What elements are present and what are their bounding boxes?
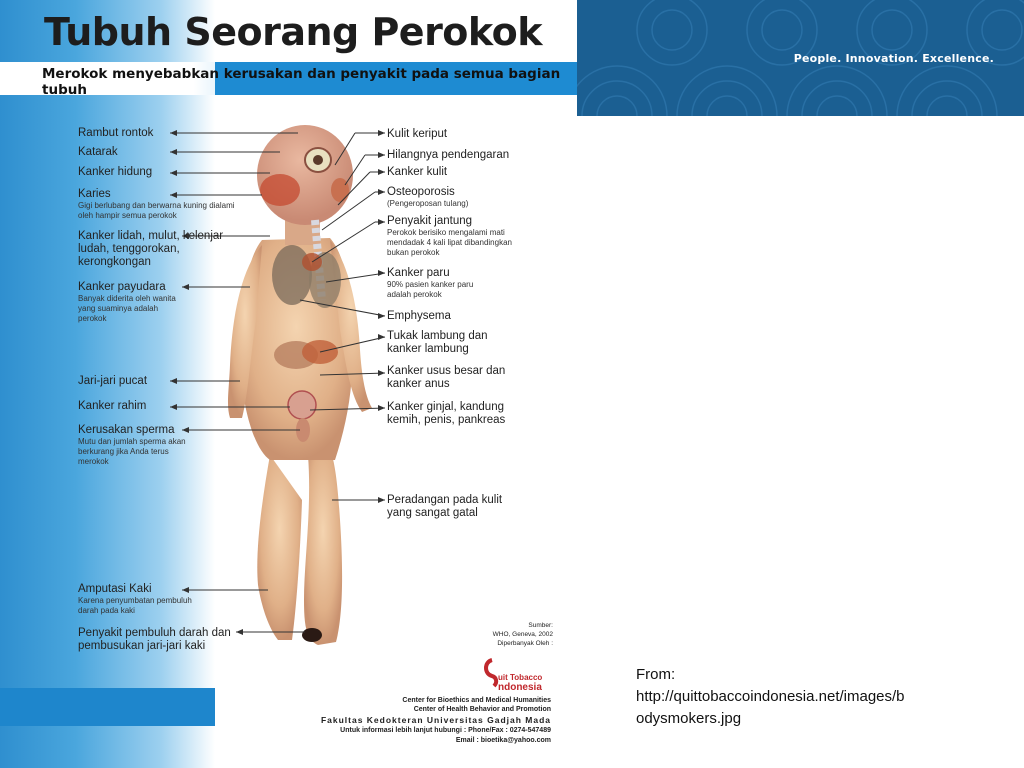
label-kerusakan-sperma: Kerusakan sperma Mutu dan jumlah sperma akan berkurang jika Anda terus merokok <box>78 424 186 467</box>
from-label: From: <box>636 666 676 683</box>
tagline: People. Innovation. Excellence. <box>793 52 994 65</box>
label-kanker-payudara: Kanker payudara Banyak diderita oleh wanita yang suaminya adalah perokok <box>78 281 176 324</box>
label-kanker-usus-besar: Kanker usus besar dan kanker anus <box>387 365 506 391</box>
source-attribution <box>636 664 906 729</box>
label-jari-jari-pucat: Jari-jari pucat <box>78 375 148 387</box>
label-rambut-rontok: Rambut rontok <box>78 127 154 139</box>
svg-text:ndonesia: ndonesia <box>498 682 542 693</box>
source-note: Sumber: WHO, Geneva, 2002 Diperbanyak Oleh : <box>492 622 553 647</box>
label-kanker-kulit: Kanker kulit <box>387 166 448 178</box>
label-penyakit-pembuluh-darah: Penyakit pembuluh darah dan pembusukan jari-jari kaki <box>78 627 231 653</box>
quit-tobacco-indonesia-logo <box>478 654 558 694</box>
label-osteoporosis: Osteoporosis (Pengeroposan tulang) <box>387 186 469 209</box>
label-karies: Karies Gigi berlubang dan berwarna kuning dialami oleh hampir semua perokok <box>78 188 235 221</box>
label-tukak-lambung: Tukak lambung dan kanker lambung <box>387 330 488 356</box>
label-peradangan-kulit: Peradangan pada kulit yang sangat gatal <box>387 494 503 520</box>
label-hilangnya-pendengaran: Hilangnya pendengaran <box>387 149 510 161</box>
label-kulit-keriput: Kulit keriput <box>387 128 448 140</box>
label-penyakit-jantung: Penyakit jantung Perokok berisiko mengalami mati mendadak 4 kali lipat dibandingkan bukan perokok <box>387 215 512 258</box>
svg-text:uit Tobacco: uit Tobacco <box>498 673 543 682</box>
poster-title: Tubuh Seorang Perokok <box>44 10 543 54</box>
label-katarak: Katarak <box>78 146 118 158</box>
label-amputasi-kaki: Amputasi Kaki Karena penyumbatan pembuluh darah pada kaki <box>78 583 192 616</box>
label-kanker-paru: Kanker paru 90% pasien kanker paru adalah perokok <box>387 267 474 300</box>
slide-header <box>577 0 1024 116</box>
label-kanker-ginjal: Kanker ginjal, kandung kemih, penis, pankreas <box>387 401 506 427</box>
poster-footer: Center for Bioethics and Medical Humanities Center of Health Behavior and Promotion Fakultas Kedokteran Universitas Gadjah Mada Untuk informasi lebih lanjut hubungi : Phone/Fax : 0274-547489 Email : bioetika@yahoo.com <box>320 697 551 744</box>
label-kanker-hidung: Kanker hidung <box>78 166 153 178</box>
from-url[interactable]: http://quittobaccoindonesia.net/images/bodysmokers.jpg <box>636 687 905 727</box>
label-emphysema: Emphysema <box>387 310 451 322</box>
label-kanker-lidah: Kanker lidah, mulut, kelenjar ludah, tenggorokan, kerongkongan <box>78 230 224 269</box>
label-kanker-rahim: Kanker rahim <box>78 400 147 412</box>
poster-subtitle: Merokok menyebabkan kerusakan dan penyakit pada semua bagian tubuh <box>42 66 561 98</box>
